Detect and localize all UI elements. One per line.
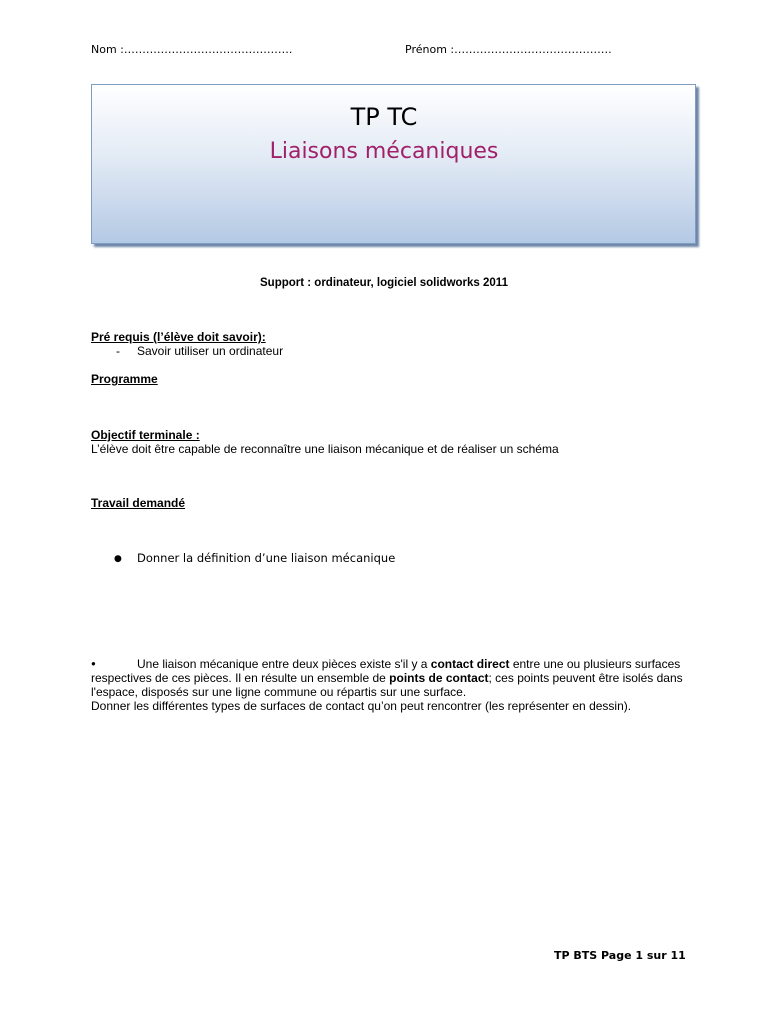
programme-heading: Programme bbox=[91, 372, 158, 386]
paragraph-part-1: Une liaison mécanique entre deux pièces existe s'il y a bbox=[137, 657, 431, 671]
paragraph-part-3: ; ces points peuvent être isolés dans l'espace, disposés sur une ligne commune ou répartis sur une surface. bbox=[91, 671, 683, 699]
prerequis-heading: Pré requis (l’élève doit savoir): bbox=[91, 330, 266, 344]
page-footer: TP BTS Page 1 sur 11 bbox=[554, 949, 686, 962]
paragraph-bullet: ● bbox=[91, 659, 96, 668]
page-title: TP TC bbox=[350, 103, 418, 131]
paragraph-bold-1: contact direct bbox=[430, 657, 510, 671]
objectif-text: L’élève doit être capable de reconnaître une liaison mécanique et de réaliser un schéma bbox=[91, 442, 559, 456]
travail-heading: Travail demandé bbox=[91, 496, 186, 510]
objectif-heading: Objectif terminale : bbox=[91, 428, 200, 442]
prenom-field: Prénom :……………………………………. bbox=[405, 43, 612, 56]
paragraph-part-2: entre une ou plusieurs surfaces respectives de ces pièces. Il en résulte un ensemble de bbox=[91, 657, 681, 685]
page-subtitle: Liaisons mécaniques bbox=[269, 139, 499, 164]
nom-field: Nom :………………………………………. bbox=[91, 43, 293, 56]
paragraph-line-4: Donner les différentes types de surfaces de contact qu’on peut rencontrer (les représenter en dessin). bbox=[91, 699, 632, 713]
prerequis-dash: - bbox=[116, 344, 120, 358]
prerequis-item: Savoir utiliser un ordinateur bbox=[137, 344, 284, 358]
support-line: Support : ordinateur, logiciel solidworks 2011 bbox=[260, 277, 508, 289]
travail-bullet: ● bbox=[114, 554, 122, 564]
paragraph-bold-2: points de contact bbox=[389, 671, 489, 685]
paragraph-text bbox=[91, 657, 691, 713]
travail-item-1: Donner la définition d’une liaison mécanique bbox=[137, 551, 396, 565]
